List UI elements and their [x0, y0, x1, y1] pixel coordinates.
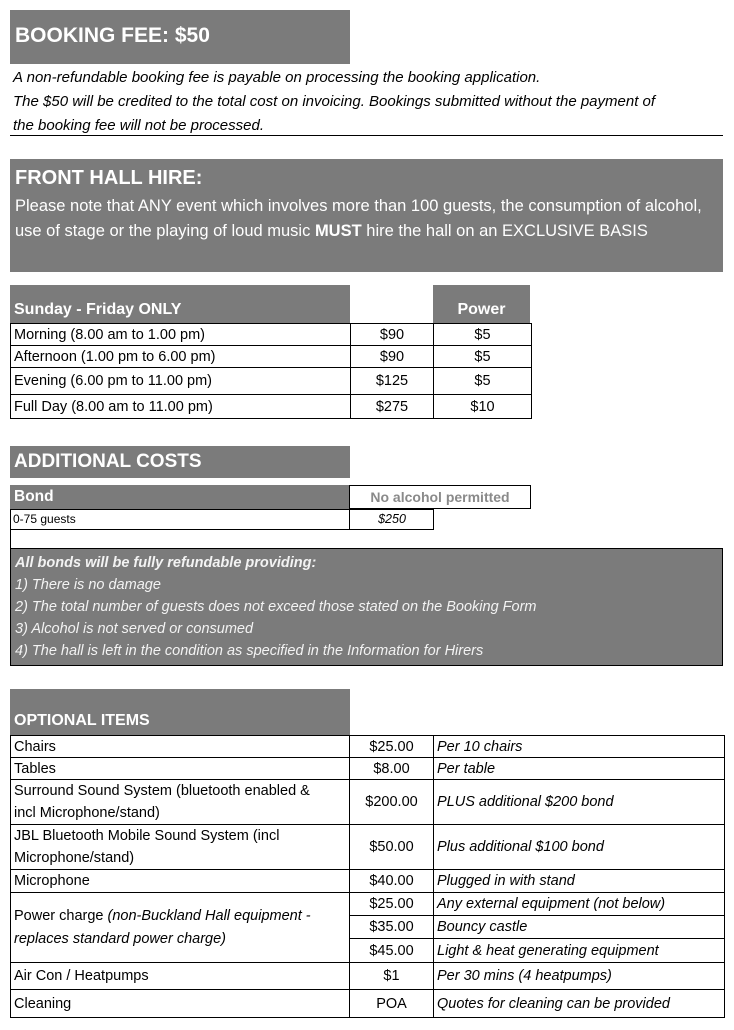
refund-condition: 3) Alcohol is not served or consumed: [15, 621, 254, 637]
item-name: [11, 825, 350, 870]
item-price: $45.00: [350, 939, 434, 963]
item-note: Quotes for cleaning can be provided: [434, 990, 725, 1018]
item-price: $200.00: [350, 780, 434, 825]
refund-condition: 2) The total number of guests does not exceed those stated on the Booking Form: [15, 599, 537, 615]
item-name-line: Surround Sound System (bluetooth enabled &: [14, 783, 310, 799]
slot-power: $10: [434, 395, 532, 419]
item-name: Cleaning: [11, 990, 350, 1018]
item-price: $50.00: [350, 825, 434, 870]
booking-fee-header: BOOKING FEE: $50: [10, 10, 350, 64]
item-note: Per table: [434, 758, 725, 780]
item-name-line: Microphone/stand): [14, 850, 135, 866]
item-note: Plugged in with stand: [434, 870, 725, 893]
item-price: $35.00: [350, 916, 434, 939]
front-hall-table: [10, 323, 532, 419]
slot-price: $275: [351, 395, 434, 419]
table-row: [11, 825, 725, 870]
slot-price: $90: [351, 346, 434, 368]
booking-divider: [10, 135, 723, 136]
power-charge-detail: (non-Buckland Hall equipment -: [107, 907, 311, 924]
item-name: Air Con / Heatpumps: [11, 963, 350, 990]
refund-conditions-box: [10, 548, 723, 666]
item-price: $8.00: [350, 758, 434, 780]
item-price: $40.00: [350, 870, 434, 893]
item-price: $25.00: [350, 736, 434, 758]
item-name-line: JBL Bluetooth Mobile Sound System (incl: [14, 828, 280, 844]
slot-power: $5: [434, 324, 532, 346]
item-note: Any external equipment (not below): [434, 893, 725, 916]
refund-condition: 4) The hall is left in the condition as specified in the Information for Hirers: [15, 643, 484, 659]
item-name: Chairs: [11, 736, 350, 758]
bond-amount: $250: [378, 512, 406, 526]
item-price: $1: [350, 963, 434, 990]
slot-label: Full Day (8.00 am to 11.00 pm): [11, 395, 351, 419]
table-row: [11, 368, 532, 395]
item-name-line: incl Microphone/stand): [14, 805, 160, 821]
optional-items-header: OPTIONAL ITEMS: [10, 689, 350, 735]
item-name: Tables: [11, 758, 350, 780]
bond-guests: 0-75 guests: [13, 512, 76, 526]
table-row: [11, 346, 532, 368]
slot-label: Morning (8.00 am to 1.00 pm): [11, 324, 351, 346]
table-row: [11, 395, 532, 419]
power-charge-detail-2: replaces standard power charge): [14, 930, 226, 947]
power-charge-name: [11, 893, 350, 963]
item-note: PLUS additional $200 bond: [434, 780, 725, 825]
item-name: Microphone: [11, 870, 350, 893]
item-price: POA: [350, 990, 434, 1018]
table-row: [11, 893, 725, 916]
power-charge-label: Power charge: [14, 907, 108, 924]
item-note: Bouncy castle: [434, 916, 725, 939]
slot-label: Evening (6.00 pm to 11.00 pm): [11, 368, 351, 395]
bond-label: Bond: [10, 485, 350, 509]
item-note: Light & heat generating equipment: [434, 939, 725, 963]
slot-price: $125: [351, 368, 434, 395]
slot-price: $90: [351, 324, 434, 346]
table-row: [11, 736, 725, 758]
refund-condition: 1) There is no damage: [15, 577, 161, 593]
booking-fee-line-1: A non-refundable booking fee is payable on processing the booking application.: [13, 69, 541, 86]
bond-spacer-line: [10, 529, 11, 548]
item-price: $25.00: [350, 893, 434, 916]
additional-costs-header: ADDITIONAL COSTS: [10, 446, 350, 478]
no-alcohol-label: No alcohol permitted: [349, 485, 531, 509]
booking-fee-line-3: the booking fee will not be processed.: [13, 117, 264, 134]
slot-power: $5: [434, 346, 532, 368]
item-note: Plus additional $100 bond: [434, 825, 725, 870]
front-hall-note: [15, 194, 718, 243]
slot-power: $5: [434, 368, 532, 395]
table-row: [11, 780, 725, 825]
front-hall-note-must: MUST: [314, 221, 362, 240]
booking-fee-line-2: The $50 will be credited to the total cost on invoicing. Bookings submitted without the payment of: [13, 93, 656, 110]
table-row: [11, 870, 725, 893]
front-hall-note-text: Please note that ANY event which involves more than 100 guests, the consumption of alcohol, use of stage or the playing of loud music: [15, 197, 702, 240]
item-name: [11, 780, 350, 825]
optional-items-table: [10, 735, 725, 1018]
front-hall-title: FRONT HALL HIRE:: [15, 167, 203, 189]
front-hall-power-header: Power: [433, 285, 530, 323]
item-note: Per 30 mins (4 heatpumps): [434, 963, 725, 990]
slot-label: Afternoon (1.00 pm to 6.00 pm): [11, 346, 351, 368]
front-hall-note-text-end: hire the hall on an EXCLUSIVE BASIS: [361, 221, 648, 240]
refund-title: All bonds will be fully refundable providing:: [15, 555, 317, 571]
item-note: Per 10 chairs: [434, 736, 725, 758]
table-row: [11, 324, 532, 346]
front-hall-header-box: [10, 159, 723, 272]
front-hall-col1-header: Sunday - Friday ONLY: [10, 285, 350, 323]
table-row: [11, 758, 725, 780]
table-row: [11, 990, 725, 1018]
table-row: [11, 963, 725, 990]
